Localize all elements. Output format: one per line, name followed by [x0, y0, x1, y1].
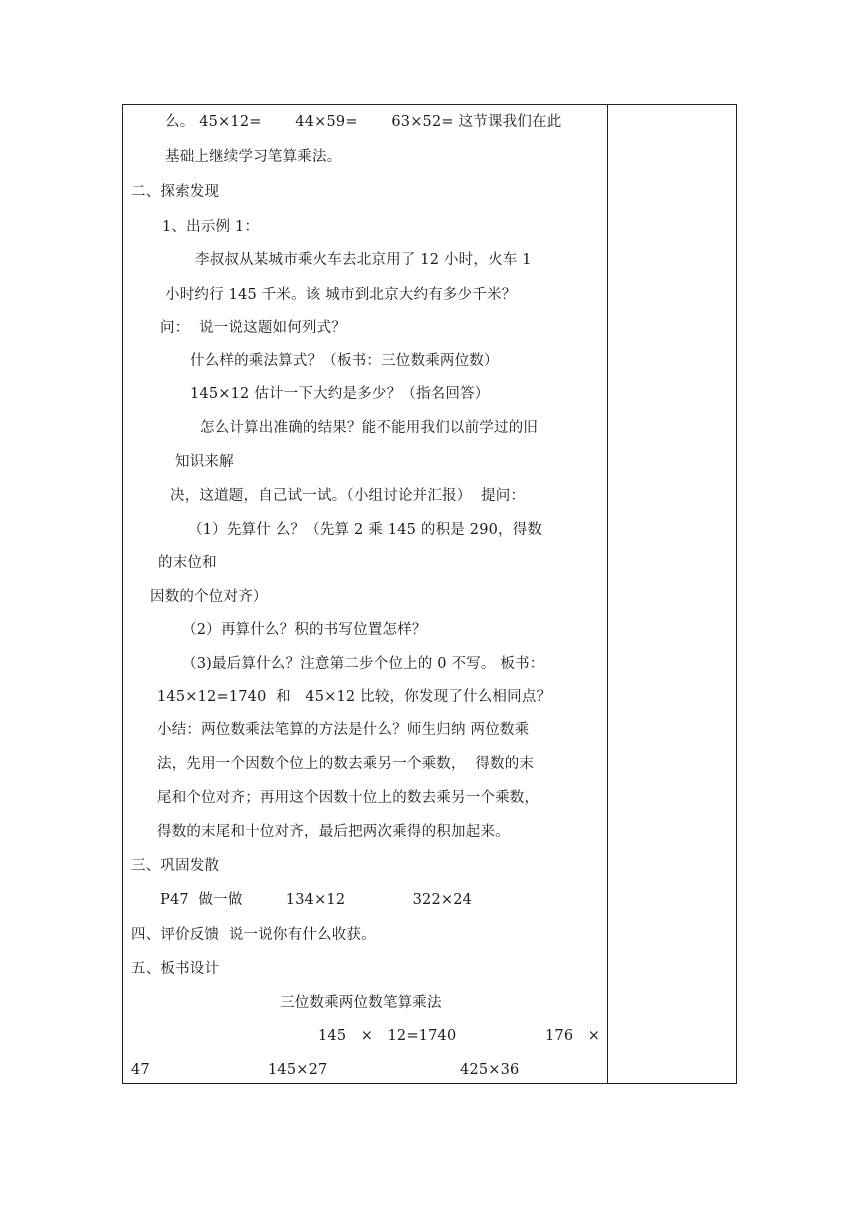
board-equation: 145×27	[268, 1062, 328, 1078]
text-line: 145×12 估计一下大约是多少？（指名回答）	[190, 386, 490, 402]
section-heading: 三、巩固发散	[131, 858, 220, 874]
section-heading: 二、探索发现	[131, 184, 220, 200]
text-line: 小结：两位数乘法笔算的方法是什么？师生归纳 两位数乘	[157, 722, 530, 738]
table-column-divider	[607, 104, 608, 1084]
text-line: 知识来解	[175, 454, 234, 470]
text-line: 尾和个位对齐；再用这个因数十位上的数去乘另一个乘数，	[157, 790, 540, 806]
text-line: 基础上继续学习笔算乘法。	[165, 149, 342, 165]
text-line: 得数的末尾和十位对齐，最后把两次乘得的积加起来。	[157, 824, 510, 840]
text-line: （3)最后算什么？注意第二步个位上的 0 不写。 板书：	[182, 656, 545, 672]
text-line: （2）再算什么？积的书写位置怎样？	[182, 622, 427, 638]
text-line: （1）先算什 么？（先算 2 乘 145 的积是 290，得数	[188, 522, 543, 538]
text-line: 145×12=1740 和 45×12 比较，你发现了什么相同点？	[157, 689, 552, 705]
text-line: 1、出示例 1：	[162, 219, 260, 235]
text-line: 李叔叔从某城市乘火车去北京用了 12 小时，火车 1	[195, 252, 532, 268]
text-line: 因数的个位对齐）	[150, 589, 268, 605]
text-line: 什么样的乘法算式？（板书：三位数乘两位数）	[190, 353, 499, 369]
board-equation: 145 × 12=1740	[318, 1028, 457, 1044]
board-equation: 176 ×	[545, 1028, 601, 1044]
text-line: 的末位和	[158, 555, 217, 571]
board-equation: 47	[131, 1062, 150, 1078]
text-line: 法，先用一个因数个位上的数去乘另一个乘数， 得数的末	[157, 756, 535, 772]
text-line: 问： 说一说这题如何列式？	[160, 320, 347, 336]
text-line: 决，这道题，自己试一试。（小组讨论并汇报） 提问：	[170, 488, 526, 504]
section-heading: 五、板书设计	[131, 961, 220, 977]
text-line: 怎么计算出准确的结果？能不能用我们以前学过的旧	[200, 420, 539, 436]
text-line: 小时约行 145 千米。该 城市到北京大约有多少千米？	[165, 287, 517, 303]
section-heading: 四、评价反馈 说一说你有什么收获。	[131, 927, 376, 943]
board-title: 三位数乘两位数笔算乘法	[280, 995, 442, 1011]
text-line: 么。 45×12= 44×59= 63×52= 这节课我们在此	[165, 114, 562, 130]
text-line: P47 做一做 134×12 322×24	[160, 892, 473, 908]
board-equation: 425×36	[460, 1062, 520, 1078]
